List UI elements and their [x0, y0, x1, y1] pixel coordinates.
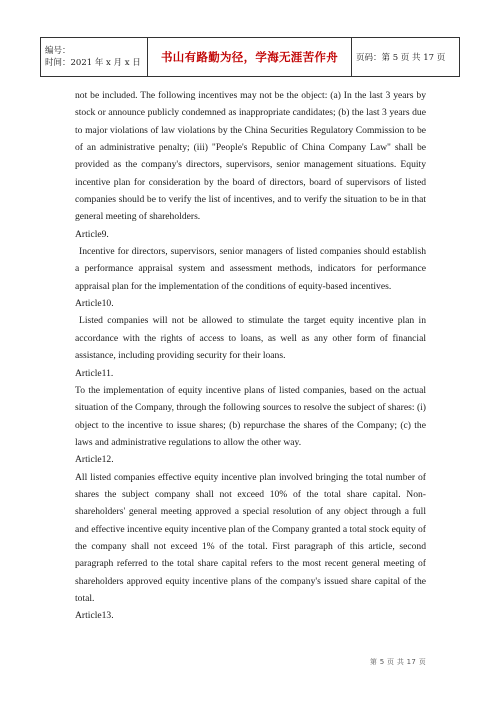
article-12-heading: Article12. [75, 454, 114, 466]
article-11-text: To the implementation of equity incentive plans of listed companies, based on the actual situation of the Company, through the following sources to resolve the subject of shares: (i) object to the incentive to issue shares; (b) repurchase the shares of the Company; (c) the laws and administrative regulations to allow the other way. [75, 384, 426, 448]
article-12-text: All listed companies effective equity incentive plan involved bringing the total number of shares the subject company shall not exceed 10% of the total share capital. Non-shareholders' general meeting approved a special resolution of any object through a full and effective incentive equity incentive plan of the Company granted a total stock equity of the company shall not exceed 1% of the total. First paragraph of this article, second paragraph referred to the total share capital refers to the most recent general meeting of shareholders approved equity incentive plans of the company's issued share capital of the total. [75, 471, 426, 604]
article-9-text: Incentive for directors, supervisors, senior managers of listed companies should establish a performance appraisal system and assessment methods, indicators for performance appraisal plan for the implementation of the conditions of equity-based incentives. [75, 246, 426, 292]
page-footer: 第 5 页 共 17 页 [369, 658, 426, 666]
header-page-info: 页码：第 5 页 共 17 页 [352, 38, 460, 77]
article-10-heading: Article10. [75, 298, 114, 310]
article-13-heading: Article13. [75, 610, 114, 622]
time-label: 时间：2021 年 x 月 x 日 [45, 58, 141, 68]
document-body [75, 87, 426, 625]
article-11-heading: Article11. [75, 367, 114, 379]
header-meta-cell [41, 38, 148, 77]
article-9-heading: Article9. [75, 228, 109, 240]
document-header [40, 37, 460, 77]
header-motto: 书山有路勤为径，学海无涯苦作舟 [148, 38, 352, 77]
number-label: 编号： [45, 46, 71, 56]
paragraph-continuation: not be included. The following incentives may not be the object: (a) In the last 3 years by stock or announce publicly condemned as inappropriate candidates; (b) the last 3 years due to major violations of law violations by the China Securities Regulatory Commission to be of an administrative penalty; (iii) "People's Republic of China Company Law" shall be provided as the company's directors, supervisors, senior management situations. Equity incentive plan for consideration by the board of directors, board of supervisors of listed companies should be to verify the list of incentives, and to verify the situation to be in that general meeting of shareholders. [75, 90, 426, 223]
article-10-text: Listed companies will not be allowed to stimulate the target equity incentive plan in accordance with the rights of access to loans, as well as any other form of financial assistance, including providing security for their loans. [75, 315, 426, 362]
